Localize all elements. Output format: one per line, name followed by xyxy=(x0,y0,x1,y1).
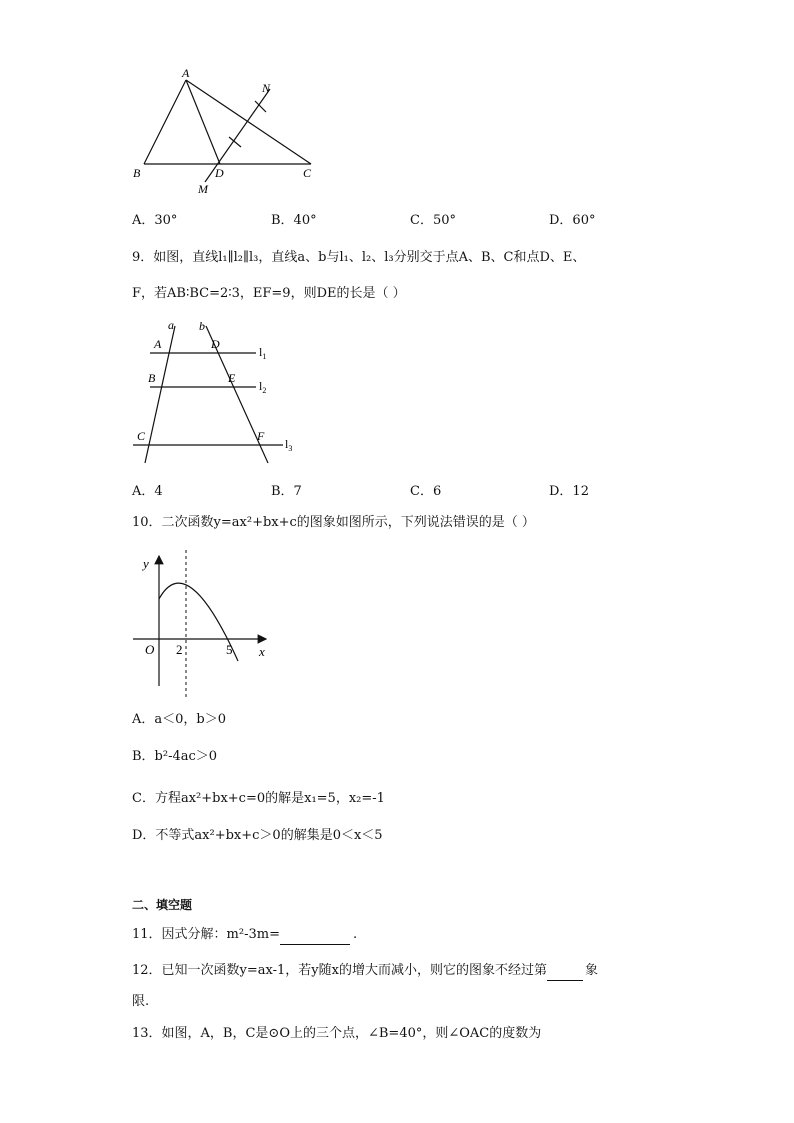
label-l3: $l_3$ xyxy=(285,437,293,453)
q9-option-a[interactable]: A．4 xyxy=(132,484,163,499)
label-d: D xyxy=(215,166,224,180)
tick-5: 5 xyxy=(226,642,233,657)
q9-figure xyxy=(128,316,303,466)
q8-option-a[interactable]: A．30° xyxy=(132,213,178,228)
q10-option-a[interactable]: A．a＜0，b＞0 xyxy=(132,712,227,727)
label-point-b: B xyxy=(148,371,156,385)
q8-option-c[interactable]: C．50° xyxy=(410,213,456,228)
q8-figure xyxy=(125,65,330,200)
q13-stem: 13．如图，A，B，C是⊙O上的三个点，∠B=40°，则∠OAC的度数为 xyxy=(132,1026,542,1041)
q11-answer-blank[interactable] xyxy=(280,926,350,945)
side-ab xyxy=(144,80,186,164)
label-point-a: A xyxy=(154,337,162,351)
q10-option-c[interactable]: C．方程ax²+bx+c=0的解是x₁=5，x₂=-1 xyxy=(132,791,385,806)
q12-answer-blank[interactable] xyxy=(547,962,583,981)
label-l2: $l_2$ xyxy=(259,379,267,395)
label-b: B xyxy=(133,166,141,180)
label-point-f: F xyxy=(257,429,265,443)
q11-text: 11．因式分解：m²-3m= xyxy=(132,927,280,942)
side-ac xyxy=(186,80,311,164)
q10-figure xyxy=(128,550,278,698)
tick-2: 2 xyxy=(176,642,183,657)
q8-option-b[interactable]: B．40° xyxy=(271,213,317,228)
label-point-c: C xyxy=(137,429,146,443)
label-l1: $l_1$ xyxy=(259,345,267,361)
q9-stem-line2: F，若AB∶BC=2∶3，EF=9，则DE的长是（ ） xyxy=(132,286,406,301)
q12-end: 象 xyxy=(584,963,598,978)
label-line-a: a xyxy=(168,318,174,332)
q10-option-d[interactable]: D．不等式ax²+bx+c＞0的解集是0＜x＜5 xyxy=(132,828,383,843)
segment-ad xyxy=(186,80,220,164)
label-n: N xyxy=(262,81,271,95)
q12-line2: 限. xyxy=(132,994,150,1009)
label-origin: O xyxy=(145,642,155,657)
q10-stem: 10．二次函数y=ax²+bx+c的图象如图所示，下列说法错误的是（ ） xyxy=(132,515,535,530)
q9-stem-line1: 9．如图，直线l₁∥l₂∥l₃，直线a、b与l₁、l₂、l₃分别交于点A、B、C和点D、E、 xyxy=(132,250,586,265)
section-heading: 二、填空题 xyxy=(132,898,193,912)
label-y: y xyxy=(143,556,149,571)
q12-text: 12．已知一次函数y=ax-1，若y随x的增大而减小，则它的图象不经过第 xyxy=(132,963,547,978)
label-point-d: D xyxy=(211,337,220,351)
q11 xyxy=(132,926,357,945)
label-line-b: b xyxy=(199,319,205,333)
label-x: x xyxy=(259,644,265,659)
q12-line1 xyxy=(132,962,598,981)
q10-option-b[interactable]: B．b²-4ac＞0 xyxy=(132,749,218,764)
label-point-e: E xyxy=(228,371,236,385)
label-m: M xyxy=(198,182,208,196)
label-c: C xyxy=(303,166,312,180)
q9-option-b[interactable]: B．7 xyxy=(271,484,302,499)
label-a: A xyxy=(182,66,190,80)
q9-option-d[interactable]: D．12 xyxy=(549,484,589,499)
q8-option-d[interactable]: D．60° xyxy=(549,213,596,228)
q11-end: . xyxy=(352,927,358,942)
q9-option-c[interactable]: C．6 xyxy=(410,484,442,499)
